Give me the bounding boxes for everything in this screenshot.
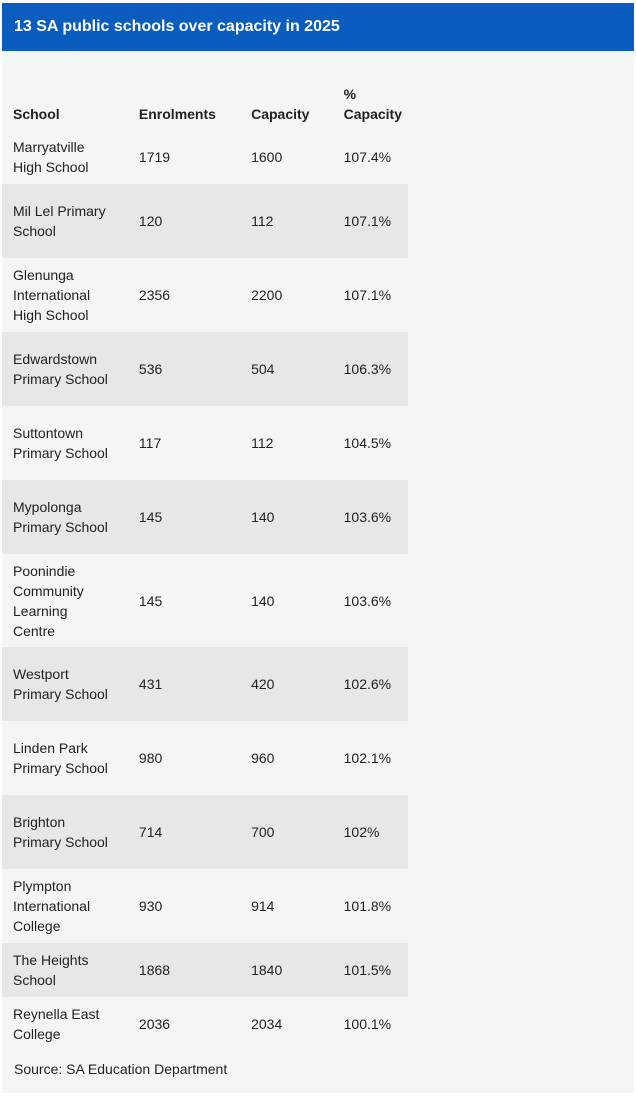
table-card	[2, 3, 634, 1093]
cell-enrolments: 2356	[138, 287, 171, 303]
cell-enrolments: 1868	[118, 943, 233, 997]
cell-enrolments: 930	[138, 898, 163, 914]
table-row	[2, 647, 408, 721]
cell-pct-capacity: 104.5%	[343, 435, 392, 451]
cell-pct-capacity: 102.6%	[326, 647, 408, 721]
cell-capacity: 140	[233, 480, 326, 554]
cell-pct-capacity: 103.6%	[343, 592, 392, 609]
column-header-capacity: Capacity	[251, 106, 310, 122]
cell-enrolments: 714	[118, 795, 233, 869]
table-row	[2, 795, 408, 869]
cell-capacity: 2200	[251, 287, 283, 303]
cell-pct-capacity: 106.3%	[326, 332, 408, 406]
column-header-enrolments: Enrolments	[138, 106, 216, 122]
cell-enrolments: 536	[118, 332, 233, 406]
cell-capacity: 700	[233, 795, 326, 869]
cell-pct-capacity: 102.1%	[343, 750, 392, 766]
cell-pct-capacity: 107.1%	[343, 287, 392, 303]
table-row	[2, 258, 408, 332]
table-row	[2, 869, 408, 943]
table-row	[2, 184, 408, 258]
cell-capacity: 140	[251, 592, 275, 609]
cell-enrolments: 120	[118, 184, 233, 258]
source-note: Source: SA Education Department	[14, 1061, 228, 1077]
column-header-school: School	[13, 106, 60, 122]
cell-capacity: 1840	[233, 943, 326, 997]
cell-school: Suttontown Primary School	[13, 425, 108, 461]
table-row	[2, 480, 408, 554]
table-row	[2, 997, 408, 1051]
table-row	[2, 721, 408, 795]
cell-enrolments: 431	[118, 647, 233, 721]
table-row	[2, 943, 408, 997]
cell-enrolments: 1719	[138, 149, 171, 165]
cell-pct-capacity: 100.1%	[343, 1016, 392, 1032]
cell-school: Linden Park Primary School	[13, 740, 108, 776]
schools-table	[2, 80, 408, 1051]
table-header-row	[2, 80, 408, 130]
column-header-pct-capacity: % Capacity	[343, 86, 402, 122]
cell-school: Glenunga International High School	[13, 267, 91, 323]
cell-enrolments: 2036	[138, 1016, 171, 1032]
cell-pct-capacity: 102%	[326, 795, 408, 869]
cell-capacity: 960	[251, 750, 275, 766]
table-row	[2, 406, 408, 480]
cell-pct-capacity: 103.6%	[326, 480, 408, 554]
table-row	[2, 130, 408, 184]
cell-pct-capacity: 107.1%	[326, 184, 408, 258]
cell-pct-capacity: 107.4%	[343, 149, 392, 165]
cell-school: Poonindie Community Learning Centre	[13, 562, 84, 639]
table-row	[2, 332, 408, 406]
cell-pct-capacity: 101.5%	[326, 943, 408, 997]
cell-capacity: 1600	[251, 149, 283, 165]
table-row	[2, 554, 408, 647]
cell-capacity: 420	[233, 647, 326, 721]
cell-school: The Heights School	[2, 943, 118, 997]
cell-enrolments: 117	[138, 435, 162, 451]
cell-enrolments: 145	[118, 480, 233, 554]
cell-school: Mil Lel Primary School	[2, 184, 118, 258]
cell-capacity: 504	[233, 332, 326, 406]
cell-capacity: 112	[233, 184, 326, 258]
cell-school: Westport Primary School	[2, 647, 118, 721]
cell-capacity: 914	[251, 898, 275, 914]
cell-pct-capacity: 101.8%	[343, 898, 392, 914]
cell-enrolments: 980	[138, 750, 163, 766]
cell-enrolments: 145	[138, 592, 163, 609]
cell-school: Edwardstown Primary School	[2, 332, 118, 406]
cell-school: Marryatville High School	[13, 139, 89, 175]
cell-school: Reynella East College	[13, 1006, 100, 1042]
cell-capacity: 2034	[251, 1016, 283, 1032]
cell-school: Mypolonga Primary School	[2, 480, 118, 554]
cell-school: Plympton International College	[13, 878, 91, 934]
cell-capacity: 112	[251, 435, 274, 451]
table-title: 13 SA public schools over capacity in 2025	[2, 3, 634, 51]
cell-school: Brighton Primary School	[2, 795, 118, 869]
